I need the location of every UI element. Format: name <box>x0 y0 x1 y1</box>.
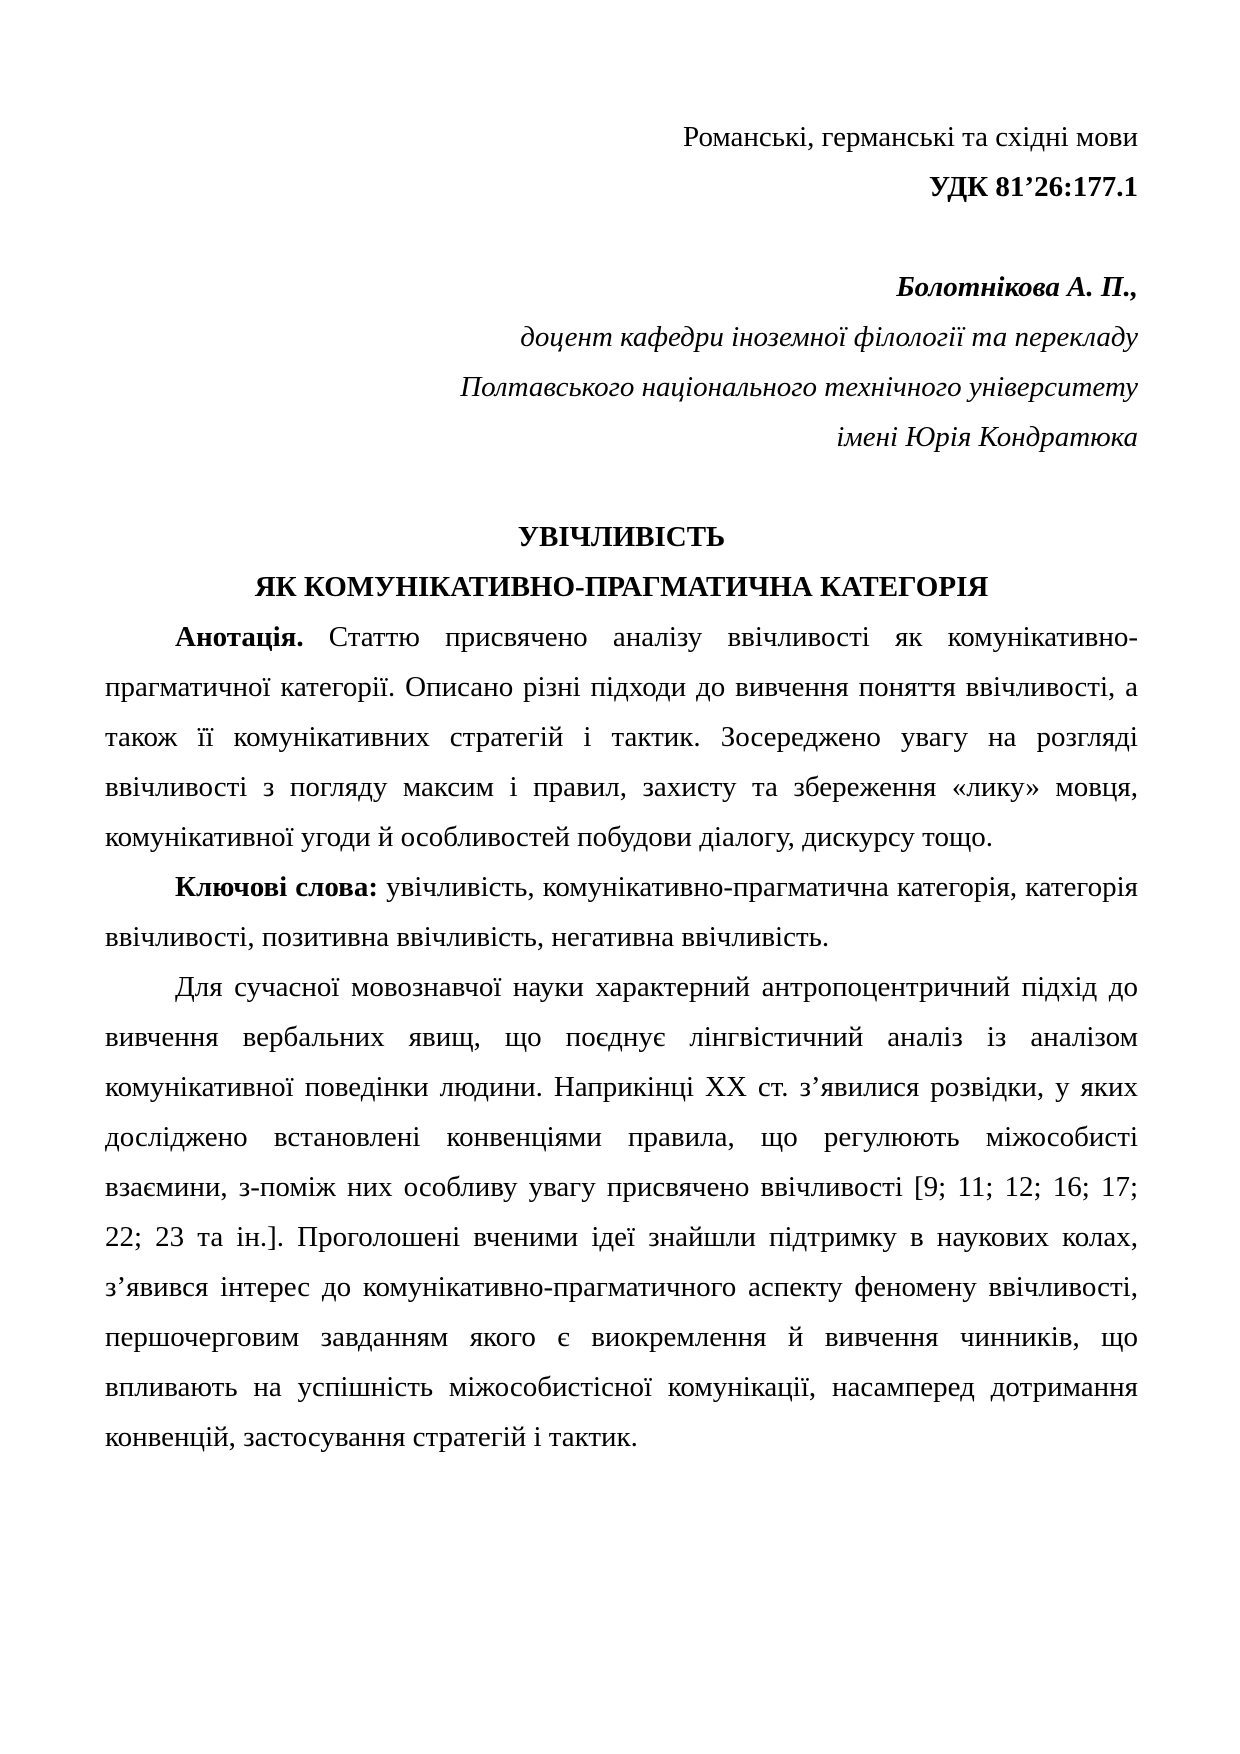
keywords-text: увічливість, комунікативно-прагматична категорія, категорія ввічливості, позитивна ввічливість, негативна ввічливість. <box>105 871 1139 953</box>
keywords-paragraph <box>105 862 1138 962</box>
article-title <box>105 512 1138 612</box>
article-title-line2: ЯК КОМУНІКАТИВНО-ПРАГМАТИЧНА КАТЕГОРІЯ <box>254 571 989 603</box>
abstract-label: Анотація. <box>175 621 304 653</box>
author-affiliation-line: доцент кафедри іноземної філології та перекладу <box>520 321 1138 353</box>
body-paragraph-text: Для сучасної мовознавчої науки характерний антропоцентричний підхід до вивчення вербальних явищ, що поєднує лінгвістичний аналіз із аналізом комунікативної поведінки людини. Наприкінці ХХ ст. з’явилися розвідки, у яких досліджено встановлені конвенціями правила, що регулюють міжособисті взаємини, з-поміж них особливу увагу присвячено ввічливості [9; 11; 12; 16; 17; 22; 23 та ін.]. Проголошені вченими ідеї знайшли підтримку в наукових колах, з’явився інтерес до комунікативно-прагматичного аспекту феномену ввічливості, першочерговим завданням якого є виокремлення й вивчення чинників, що впливають на успішність міжособистісної комунікації, насамперед дотримання конвенцій, застосування стратегій і тактик. <box>105 971 1138 1453</box>
section-heading: Романські, германські та східні мови <box>683 121 1138 153</box>
author-affiliation-line: Полтавського національного технічного університету <box>460 371 1138 403</box>
abstract-text: Статтю присвячено аналізу ввічливості як комунікативно-прагматичної категорії. Описано різні підходи до вивчення поняття ввічливості, а також її комунікативних стратегій і тактик. Зосереджено увагу на розгляді ввічливості з погляду максим і правил, захисту та збереження «лику» мовця, комунікативної угоди й особливостей побудови діалогу, дискурсу тощо. <box>105 621 1138 853</box>
author-name: Болотнікова А. П., <box>896 271 1138 303</box>
article-title-line1: УВІЧЛИВІСТЬ <box>517 521 726 553</box>
udc-number: УДК 81’26:177.1 <box>928 171 1138 203</box>
abstract-paragraph <box>105 612 1138 862</box>
author-affiliation-line: імені Юрія Кондратюка <box>836 421 1138 453</box>
keywords-label: Ключові слова: <box>175 871 378 903</box>
body-paragraph <box>105 962 1138 1462</box>
